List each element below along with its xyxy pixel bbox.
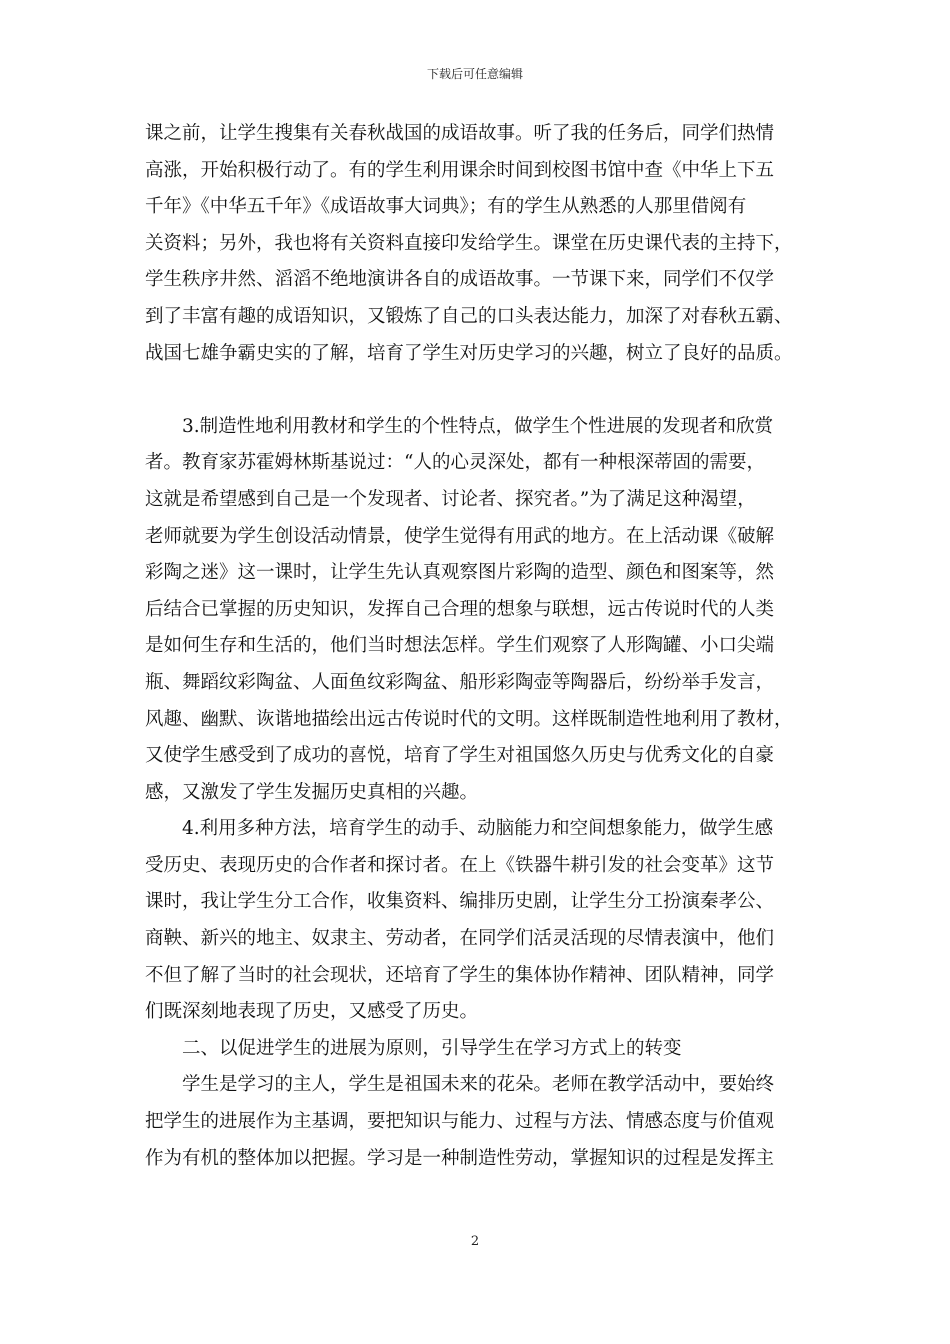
text-line: 商鞅、新兴的地主、奴隶主、劳动者，在同学们活灵活现的尽情表演中，他们 <box>145 928 775 950</box>
text-line: 把学生的进展作为主基调，要把知识与能力、过程与方法、情感态度与价值观 <box>145 1111 775 1133</box>
text-line: 又使学生感受到了成功的喜悦，培育了学生对祖国悠久历史与优秀文化的自豪 <box>145 745 775 767</box>
text-line: 学生是学习的主人，学生是祖国未来的花朵。老师在教学活动中，要始终 <box>145 1074 775 1096</box>
text-line: 老师就要为学生创设活动情景，使学生觉得有用武的地方。在上活动课《破解 <box>145 525 775 547</box>
text-line: 战国七雄争霸史实的了解，培育了学生对历史学习的兴趣，树立了良好的品质。 <box>145 342 793 364</box>
text-line: 风趣、幽默、诙谐地描绘出远古传说时代的文明。这样既制造性地利用了教材， <box>145 708 793 730</box>
text-line: 4.利用多种方法，培育学生的动手、动脑能力和空间想象能力，做学生感 <box>145 818 774 840</box>
text-line: 是如何生存和生活的，他们当时想法怎样。学生们观察了人形陶罐、小口尖端 <box>145 635 775 657</box>
body-text <box>145 116 810 1177</box>
text-line: 关资料；另外，我也将有关资料直接印发给学生。课堂在历史课代表的主持下， <box>145 232 793 254</box>
text-line: 瓶、舞蹈纹彩陶盆、人面鱼纹彩陶盆、船形彩陶壶等陶器后，纷纷举手发言， <box>145 671 775 693</box>
text-line: 学生秩序井然、滔滔不绝地演讲各自的成语故事。一节课下来，同学们不仅学 <box>145 269 775 291</box>
text-line: 课之前，让学生搜集有关春秋战国的成语故事。听了我的任务后，同学们热情 <box>145 123 775 144</box>
text-line: 高涨，开始积极行动了。有的学生利用课余时间到校图书馆中查《中华上下五 <box>145 159 775 181</box>
text-line: 作为有机的整体加以把握。学习是一种制造性劳动，掌握知识的过程是发挥主 <box>145 1147 775 1169</box>
text-line: 受历史、表现历史的合作者和探讨者。在上《铁器牛耕引发的社会变革》这节 <box>145 854 775 876</box>
text-line: 感，又激发了学生发掘历史真相的兴趣。 <box>145 781 479 803</box>
text-line: 3.制造性地利用教材和学生的个性特点，做学生个性进展的发现者和欣赏 <box>145 415 774 437</box>
text-line: 后结合已掌握的历史知识，发挥自己合理的想象与联想，远古传说时代的人类 <box>145 598 775 620</box>
page-header: 下载后可任意编辑 <box>426 67 523 81</box>
text-line: 千年》《中华五千年》《成语故事大词典》；有的学生从熟悉的人那里借阅有 <box>145 196 747 218</box>
text-line: 不但了解了当时的社会现状，还培育了学生的集体协作精神、团队精神，同学 <box>145 964 775 986</box>
text-line: 们既深刻地表现了历史，又感受了历史。 <box>145 1001 479 1023</box>
section-heading: 二、以促进学生的进展为原则，引导学生在学习方式上的转变 <box>145 1037 682 1059</box>
paragraph-gap <box>145 372 810 409</box>
text-line: 者。教育家苏霍姆林斯基说过：“人的心灵深处，都有一种根深蒂固的需要， <box>145 452 765 474</box>
text-line: 到了丰富有趣的成语知识，又锻炼了自己的口头表达能力，加深了对春秋五霸、 <box>145 305 793 327</box>
page-number: 2 <box>470 1234 480 1249</box>
text-line: 彩陶之迷》这一课时，让学生先认真观察图片彩陶的造型、颜色和图案等，然 <box>145 562 775 584</box>
text-line: 课时，我让学生分工合作，收集资料、编排历史剧，让学生分工扮演秦孝公、 <box>145 891 775 913</box>
text-line: 这就是希望感到自己是一个发现者、讨论者、探究者。”为了满足这种渴望， <box>145 488 756 510</box>
